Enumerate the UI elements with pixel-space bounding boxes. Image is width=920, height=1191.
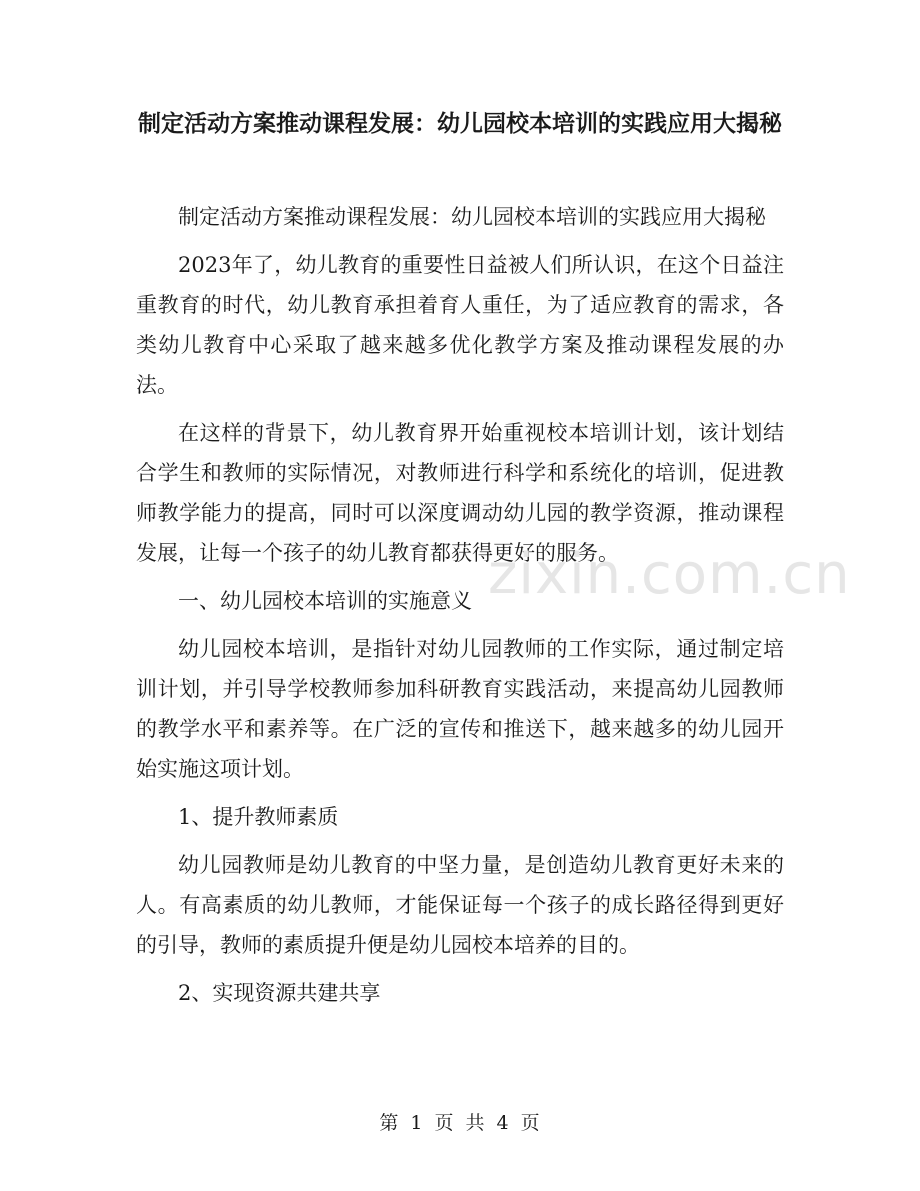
paragraph-intro-title: 制定活动方案推动课程发展：幼儿园校本培训的实践应用大揭秘	[178, 205, 766, 229]
page-footer: 第 1 页 共 4 页	[379, 1112, 541, 1134]
paragraph-teacher-quality: 幼儿园教师是幼儿教育的中坚力量，是创造幼儿教育更好未来的人。有高素质的幼儿教师，才能保证每一个孩子的成长路径得到更好的引导，教师的素质提升便是幼儿园校本培养的目的。	[136, 853, 784, 957]
watermark: zixin.com.cn	[488, 542, 851, 607]
paragraph-context: 在这样的背景下，幼儿教育界开始重视校本培训计划，该计划结合学生和教师的实际情况，对教师进行科学和系统化的培训，促进教师教学能力的提高，同时可以深度调动幼儿园的教学资源，推动课程发展，让每一个孩子的幼儿教育都获得更好的服务。	[136, 421, 784, 565]
paragraph-background: 2023年了，幼儿教育的重要性日益被人们所认识，在这个日益注重教育的时代，幼儿教育承担着育人重任，为了适应教育的需求，各类幼儿教育中心采取了越来越多优化教学方案及推动课程发展的办法。	[136, 253, 784, 397]
paragraph-definition: 幼儿园校本培训，是指针对幼儿园教师的工作实际，通过制定培训计划，并引导学校教师参加科研教育实践活动，来提高幼儿园教师的教学水平和素养等。在广泛的宣传和推送下，越来越多的幼儿园开始实施这项计划。	[136, 637, 784, 781]
section-heading-significance: 一、幼儿园校本培训的实施意义	[178, 589, 472, 613]
document-body	[136, 197, 784, 1021]
document-title: 制定活动方案推动课程发展：幼儿园校本培训的实践应用大揭秘	[138, 111, 782, 137]
subheading-teacher-quality: 1、提升教师素质	[178, 805, 339, 829]
subheading-resource-sharing: 2、实现资源共建共享	[178, 981, 381, 1005]
